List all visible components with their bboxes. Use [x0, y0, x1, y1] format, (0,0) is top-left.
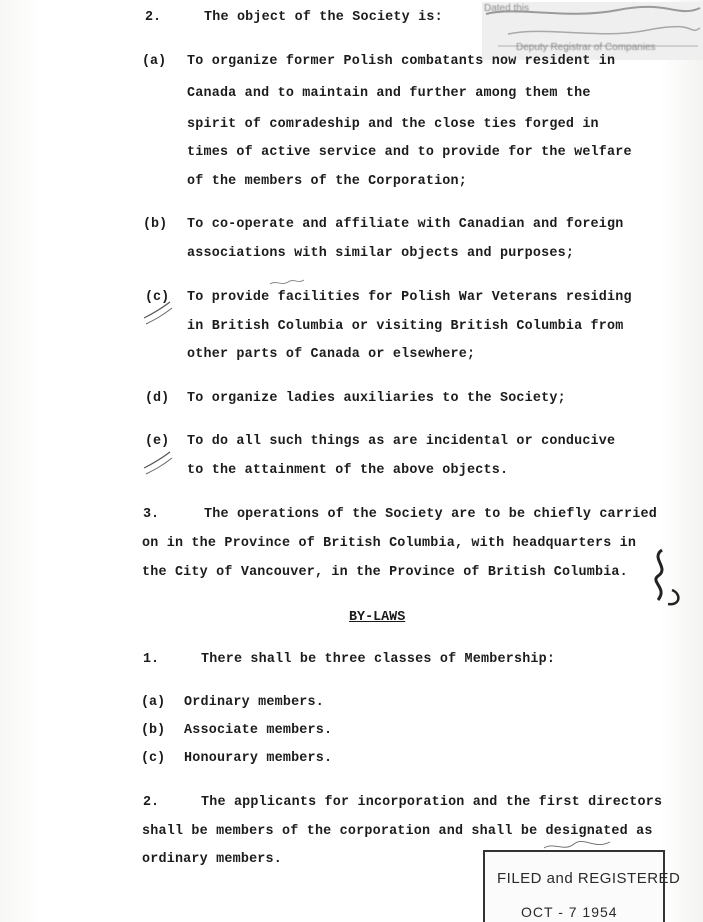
bylaw-2-line-3: ordinary members.	[142, 852, 283, 867]
section-2-number: 2.	[145, 10, 162, 25]
item-a-line-2: Canada and to maintain and further among them the	[187, 86, 591, 101]
stamp-registrar-text: Deputy Registrar of Companies	[516, 42, 656, 53]
margin-tick-mark	[140, 288, 180, 328]
faded-registrar-stamp	[478, 0, 703, 62]
section-3-line-3: the City of Vancouver, in the Province of British Columbia.	[142, 565, 628, 580]
item-c-line-3: other parts of Canada or elsewhere;	[187, 347, 476, 362]
item-e-label: (e)	[145, 434, 170, 449]
stamp-date: OCT - 7 1954	[521, 904, 618, 920]
item-b-label: (b)	[143, 217, 168, 232]
item-a-label: (a)	[142, 54, 167, 69]
item-a-line-3: spirit of comradeship and the close ties forged in	[187, 117, 599, 132]
section-3-number: 3.	[143, 507, 160, 522]
item-e-line-1: To do all such things as are incidental or conducive	[187, 434, 616, 449]
margin-tick-mark	[140, 440, 180, 480]
membership-c-label: (c)	[141, 751, 166, 766]
item-d-line-1: To organize ladies auxiliaries to the Society;	[187, 391, 566, 406]
item-a-line-5: of the members of the Corporation;	[187, 174, 468, 189]
bylaw-2-line-2: shall be members of the corporation and shall be designated as	[142, 824, 653, 839]
item-c-label: (c)	[145, 290, 170, 305]
bylaws-heading: BY-LAWS	[349, 610, 406, 625]
item-b-line-1: To co-operate and affiliate with Canadian and foreign	[187, 217, 624, 232]
stamp-dated-text: Dated this	[484, 3, 530, 14]
membership-c-text: Honourary members.	[184, 751, 333, 766]
scribble-mark	[268, 276, 308, 290]
item-a-line-4: times of active service and to provide for the welfare	[187, 145, 632, 160]
item-d-label: (d)	[145, 391, 170, 406]
bracket-mark	[640, 540, 690, 610]
section-3-line-2: on in the Province of British Columbia, with headquarters in	[142, 536, 637, 551]
membership-a-label: (a)	[141, 695, 166, 710]
bylaw-2-line-1: The applicants for incorporation and the first directors	[201, 795, 663, 810]
item-e-line-2: to the attainment of the above objects.	[187, 463, 509, 478]
membership-b-text: Associate members.	[184, 723, 333, 738]
section-3-line-1: The operations of the Society are to be chiefly carried	[204, 507, 657, 522]
bylaw-1-number: 1.	[143, 652, 160, 667]
item-b-line-2: associations with similar objects and purposes;	[187, 246, 575, 261]
bylaw-1-text: There shall be three classes of Membership:	[201, 652, 556, 667]
stamp-filed-text: FILED and REGISTERED	[497, 870, 681, 887]
membership-a-text: Ordinary members.	[184, 695, 325, 710]
membership-b-label: (b)	[141, 723, 166, 738]
filed-registered-stamp	[483, 850, 681, 922]
item-c-line-2: in British Columbia or visiting British Columbia from	[187, 319, 624, 334]
item-c-line-1: To provide facilities for Polish War Veterans residing	[187, 290, 632, 305]
section-2-intro: The object of the Society is:	[204, 10, 443, 25]
bylaw-2-number: 2.	[143, 795, 160, 810]
item-a-line-1: To organize former Polish combatants now resident in	[187, 54, 616, 69]
